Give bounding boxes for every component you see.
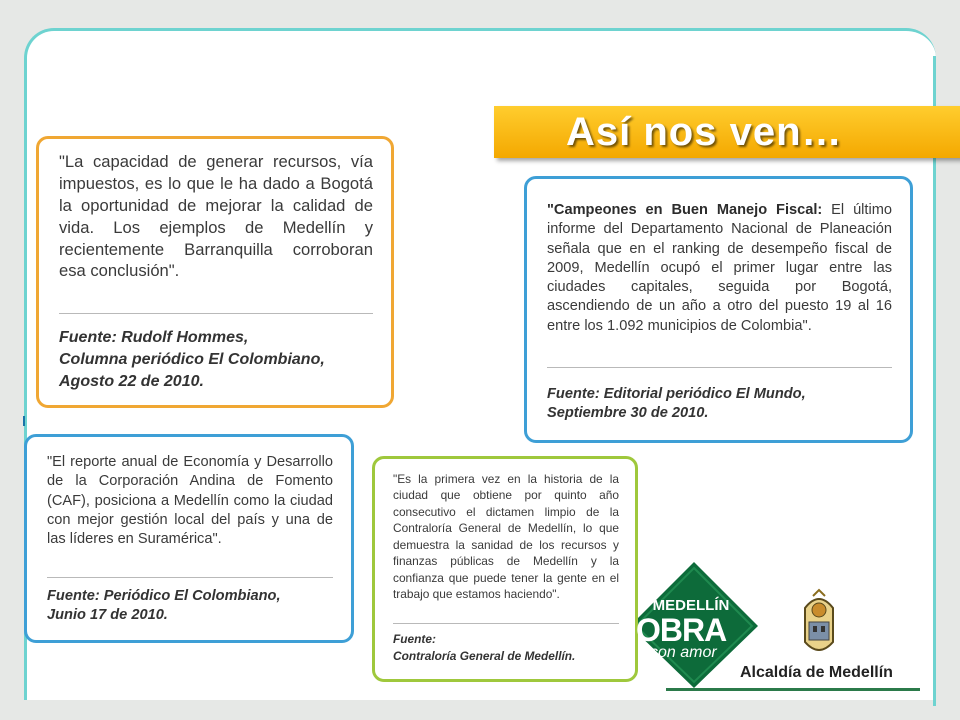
quote-text (547, 201, 892, 336)
source-line: Septiembre 30 de 2010. (547, 404, 709, 421)
source-line: Fuente: Rudolf Hommes, (59, 329, 249, 346)
logo-line-3: con amor (650, 644, 717, 661)
logo-line-1: MEDELLÍN (652, 597, 730, 614)
slide-title: Así nos ven… (566, 110, 843, 154)
source-line: Fuente: (393, 632, 436, 646)
divider (59, 313, 373, 314)
source-line: Fuente: Editorial periódico El Mundo, (547, 386, 806, 402)
quote-text: "El reporte anual de Economía y Desarrollo de la Corporación Andina de Fomento (CAF), posiciona a Medellín como la ciudad con mejor gestión local del país y una de las líderes en Suramérica". (47, 454, 333, 547)
quote-card-caf (24, 434, 354, 643)
quote-text: "Es la primera vez en la historia de la ciudad que obtiene por quinto año consecutivo el dictamen limpio de la Contraloría General de Medellín, lo que demuestra la sanidad de los recursos y finanzas públicas de Medellín y la confianza que puede tener la gente en el trabajo que estamos haciendo". (393, 472, 619, 601)
source-line: Columna periódico El Colombiano, (59, 351, 325, 369)
quote-body: El último informe del Departamento Nacional de Planeación señala que en el ranking de desempeño fiscal de 2009, Medellín ocupó el primer lugar entre las ciudades capitales, seguida por Bogotá, ascendiendo de un año a otro del puesto 19 al 16 entre los 1.092 municipios de Colombia". (547, 202, 892, 334)
title-banner (494, 106, 960, 158)
alcaldia-label: Alcaldía de Medellín (740, 664, 893, 681)
logo-underline (666, 688, 920, 691)
source-line: Contraloría General de Medellín. (393, 649, 576, 664)
coat-of-arms-icon (795, 588, 843, 660)
quote-card-hommes (36, 136, 394, 408)
frame-tick (23, 416, 25, 426)
quote-lead: "Campeones en Buen Manejo Fiscal: (547, 202, 823, 218)
logo-line-2: OBRA (636, 612, 727, 648)
quote-text: "La capacidad de generar recursos, vía impuestos, es lo que le ha dado a Bogotá la oportunidad de mejorar la calidad de vida. Los ejemplos de Medellín y recientemente Barranquilla corroboran esa conclusión". (59, 152, 373, 281)
divider (393, 623, 619, 624)
source-line: Fuente: Periódico El Colombiano, (47, 588, 281, 604)
quote-card-el-mundo (524, 176, 913, 443)
quote-source (47, 587, 341, 625)
source-line: Agosto 22 de 2010. (59, 373, 204, 391)
quote-source (59, 327, 381, 393)
source-line: Junio 17 de 2010. (47, 606, 168, 623)
quote-card-contraloria (372, 456, 638, 682)
quote-source (393, 631, 625, 666)
divider (47, 577, 333, 578)
divider (547, 367, 892, 368)
quote-source (547, 385, 900, 423)
